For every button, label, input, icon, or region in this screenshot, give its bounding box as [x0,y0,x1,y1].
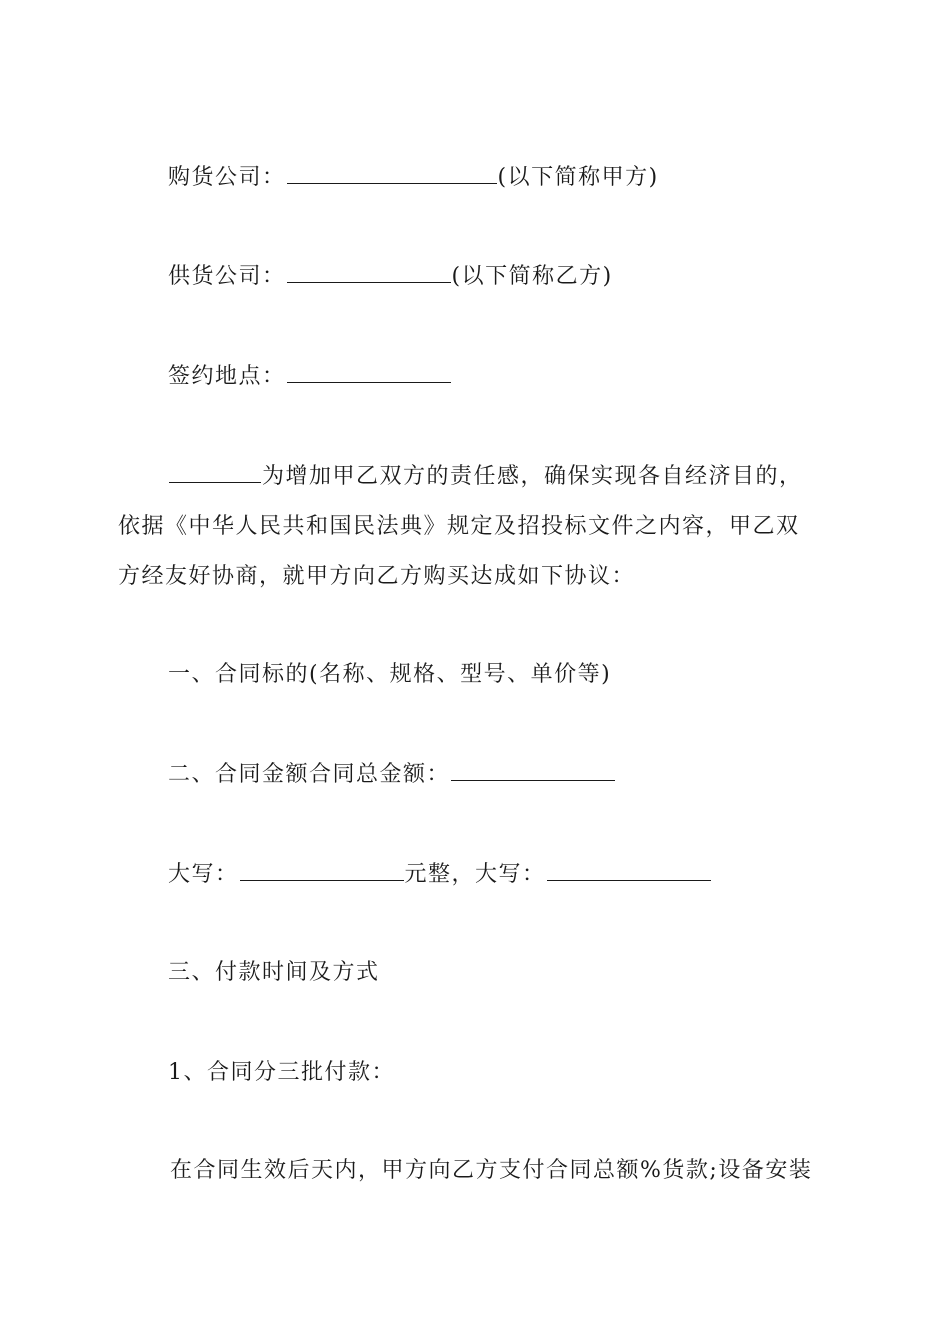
daxie-blank-2[interactable] [547,860,711,881]
place-label: 签约地点： [168,364,286,389]
buyer-blank[interactable] [287,163,497,184]
daxie-label: 大写： [168,862,239,887]
intro-text-1: 为增加甲乙双方的责任感，确保实现各自经济目的， [262,464,803,489]
daxie-line [168,860,712,890]
section-1-text: 一、合同标的(名称、规格、型号、单价等) [168,662,612,687]
item-1-text: 1、合同分三批付款： [168,1060,395,1085]
supplier-suffix: (以下简称乙方) [451,264,613,289]
place-blank[interactable] [287,362,451,383]
yuanzheng-label: 元整，大写： [404,862,546,887]
item-1-detail [170,1156,812,1186]
intro-line-3 [118,562,635,592]
supplier-label: 供货公司： [168,264,286,289]
item-1 [168,1058,395,1088]
intro-line-2 [118,512,800,542]
intro-text-3: 方经友好协商，就甲方向乙方购买达成如下协议： [118,564,636,589]
buyer-label: 购货公司： [168,165,286,190]
section-3 [168,958,380,988]
supplier-line [168,262,613,292]
place-line [168,362,452,392]
section-2-label: 二、合同金额合同总金额： [168,762,451,787]
total-amount-blank[interactable] [451,760,615,781]
section-1 [168,660,611,690]
buyer-line [168,163,659,193]
buyer-suffix: (以下简称甲方) [497,165,659,190]
intro-blank[interactable] [169,462,261,483]
intro-text-2: 依据《中华人民共和国民法典》规定及招投标文件之内容，甲乙双 [118,514,800,539]
intro-line-1 [168,462,803,492]
section-2 [168,760,616,790]
item-1-detail-text: 在合同生效后天内，甲方向乙方支付合同总额%货款;设备安装 [170,1158,813,1183]
section-3-text: 三、付款时间及方式 [168,960,380,985]
supplier-blank[interactable] [287,262,451,283]
daxie-blank-1[interactable] [240,860,404,881]
